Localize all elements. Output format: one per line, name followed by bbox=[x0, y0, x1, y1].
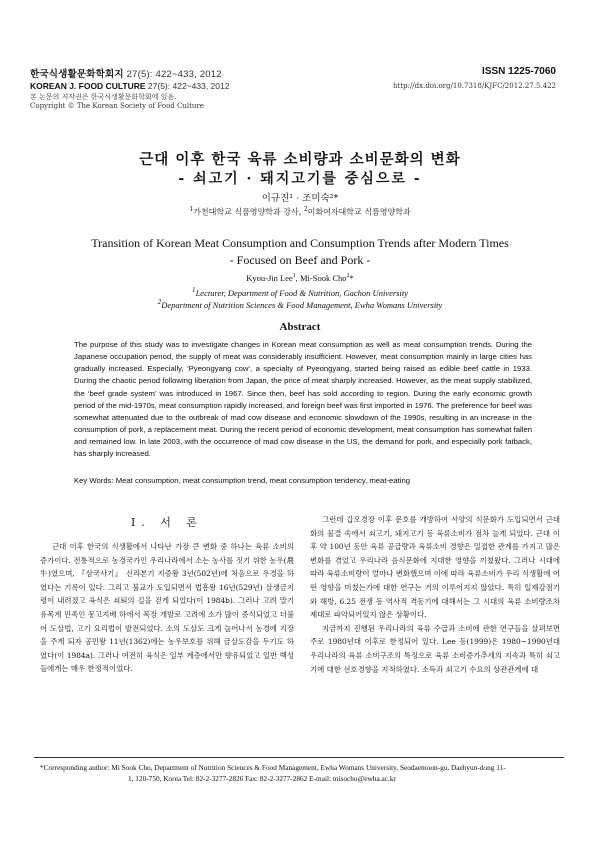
journal-name-en bbox=[30, 81, 290, 91]
rights-notice: 본 논문의 저작권은 한국식생활문화학회에 있음. bbox=[30, 93, 177, 101]
authors-en bbox=[0, 273, 600, 283]
author-en-2-marker: 2 bbox=[346, 273, 350, 280]
footnote-divider bbox=[34, 757, 564, 758]
footnote-line-2: 1, 120-750, Korea Tel: 82-2-3277-2826 Fax: 82-2-3277-2862 E-mail: misocho@ewha.ac.kr bbox=[128, 774, 396, 783]
affil-kr-1-marker: 1 bbox=[189, 206, 194, 213]
journal-name-kr bbox=[30, 66, 290, 80]
affil-en-1-marker: 1 bbox=[192, 286, 196, 294]
issn-block bbox=[393, 66, 556, 90]
affil-en-1-text: Lecturer, Department of Food & Nutrition, Gachon University bbox=[195, 287, 408, 298]
abstract-heading: Abstract bbox=[279, 321, 321, 333]
paper-title-kr: 근대 이후 한국 육류 소비량과 소비문화의 변화 bbox=[139, 151, 461, 168]
paper-title-en: Transition of Korean Meat Consumption and Consumption Trends after Modern Times bbox=[91, 236, 509, 250]
authors-kr: 이규진¹ · 조미숙²* bbox=[261, 193, 339, 204]
affil-kr-2: 이화여자대학교 식품영양학과 bbox=[307, 207, 411, 217]
section-heading-introduction: I. 서 론 bbox=[130, 516, 204, 529]
paper-subtitle-kr: - 쇠고기 · 돼지고기를 중심으로 - bbox=[178, 171, 422, 187]
paragraph: 지금까지 진행된 우리나라의 육류 수급과 소비에 관한 연구들을 살펴보면 주로 1980년대 이후로 한정되어 있다. Lee 등(1999)은 1980~1990년대 우리나라의 육류 소비구조의 특징으로 육류 소비증가추세의 지속과 특히 쇠고기에 대한 선호경향을 지적하였다. 소득과 쇠고기 수요의 상관관계에 대 bbox=[310, 623, 560, 674]
body-column-left bbox=[40, 540, 294, 676]
keywords-list: Meat consumption, meat consumption trend, meat consumption tendency, meat-eating bbox=[113, 476, 411, 485]
affiliation-en-2 bbox=[0, 298, 600, 310]
affil-en-2-marker: 2 bbox=[157, 298, 162, 306]
affiliation-kr bbox=[0, 206, 600, 218]
affil-en-2-text: Department of Nutrition Sciences & Food Management, Ewha Womans University bbox=[161, 299, 443, 310]
footnote-line-1: *Corresponding author: Mi Sook Cho, Department of Nutrition Sciences & Food Management, Ewha Womans University, Seodaemoon-gu, Daehyun-dong 11- bbox=[40, 763, 506, 772]
author-en-1-marker: 1 bbox=[292, 273, 296, 280]
paragraph: 그런데 갑오경장 이후 문호를 개방하여 서양의 식문화가 도입되면서 근대화의 물결 속에서 쇠고기, 돼지고기 등 육류소비가 점차 늘게 되었다. 근대 이후 약 100년 동안 육류 공급량과 육류소비 경향은 밀접한 관계를 가지고 많은 변화를 겪었고 우리나라 음식문화에 지대한 영향을 끼쳤왔다. 그러나 시대에 따라 육류소비량이 얼마나 변화했으며 이에 따라 육류소비가 우리 식생활에 어떤 영향을 미쳤는가에 대한 연구는 거의 이루어지지 않았다. 특히 일제강점기와 해방, 6.25 전쟁 등 역사적 격동기에 대해서는 그 시대의 육류 소비량조차 제대로 파악되어있지 않은 상황이다. bbox=[310, 515, 560, 620]
journal-title-en: KOREAN J. FOOD CULTURE bbox=[30, 81, 146, 91]
affil-kr-2-marker: 2 bbox=[303, 206, 308, 213]
affiliation-en-1 bbox=[0, 286, 600, 298]
body-column-right bbox=[310, 513, 560, 676]
doi-link[interactable]: http://dx.doi.org/10.7318/KJFC/2012.27.5.422 bbox=[392, 82, 556, 90]
paper-subtitle-en: - Focused on Beef and Pork - bbox=[229, 253, 371, 267]
keywords bbox=[74, 476, 532, 485]
affil-kr-1: 가천대학교 식품영양학과 강사, bbox=[193, 207, 304, 217]
abstract-body: The purpose of this study was to investigate changes in Korean meat consumption as well as meat consumption trends. During the Japanese occupation period, the supply of meat was considerably insufficient. However, meat consumption mainly in large cities has gradually increased. Especially, ‘Pyeongyang cow’, a specialty of Pyeongyang, started being raised as edible beef cattle in 1933. During the chaotic period following liberation from Japan, the price of meat sharply increased. However, as the meat supply stabilized, the ‘beef grade system’ was introduced in 1967. Since then, beef has sold according to region. During the early economic growth period of the mid-1970s, meat consumption rapidly increased, and foreign beef was first imported in 1976. The preference for beef was somewhat attenuated due to the outbreak of mad cow disease and economic slowdown of the 1990s, resulting in an increase in the consumption of pork, a replacement meat. During the recent period of economic development, meat consumption has somewhat fallen and remained low. In late 2003, with the occurrence of mad cow disease in the US, the demand for pork, and especially pork fatback, has sharply increased. bbox=[74, 340, 532, 459]
journal-volume-kr: 27(5): 422~433, 2012 bbox=[126, 69, 222, 80]
keywords-label: Key Words: bbox=[74, 476, 114, 485]
issn: ISSN 1225-7060 bbox=[482, 66, 556, 77]
corresponding-author-footnote bbox=[40, 762, 560, 784]
copyright-notice: Copyright © The Korean Society of Food Culture bbox=[30, 102, 204, 110]
author-en-1: Kyou-Jin Lee bbox=[246, 273, 293, 283]
journal-header bbox=[30, 66, 290, 111]
corresponding-marker: * bbox=[349, 273, 354, 283]
journal-title-kr: 한국식생활문화학회지 bbox=[30, 69, 124, 80]
paragraph: 근대 이후 한국의 식생활에서 나타난 가장 큰 변화 중 하나는 육류 소비의 증가이다. 전통적으로 농경국가인 우리나라에서 소는 농사를 짓기 위한 농우(農牛)였으며, 『삼국사기』 신라본기 지증왕 3년(502년)에 처음으로 우경을 하였다는 기록이 있다. 그리고 불교가 도입되면서 법흥왕 16년(529년) 살생금지령이 내려졌고 육식은 쇠퇴의 길을 걷게 되었다(이 1984b). 그러나 고려 말기 유목계 민족인 몽고지배 하에서 목장 개발로 고려에 소가 많이 증식되었고 더불어 도살법, 고기 요리법이 발전되었다. 소의 도살도 크게 늘어나서 농경에 지장을 주게 되자 공민왕 11년(1362)에는 농우보호를 위해 금살도감을 두기도 하였다(이 1984a). 그러나 여전히 육식은 일부 계층에서만 향유되었고 일반 백성들에게는 매우 한정적이었다. bbox=[40, 542, 294, 674]
author-en-2: , Mi-Sook Cho bbox=[295, 273, 347, 283]
journal-volume-en: 27(5): 422~433, 2012 bbox=[147, 81, 230, 91]
